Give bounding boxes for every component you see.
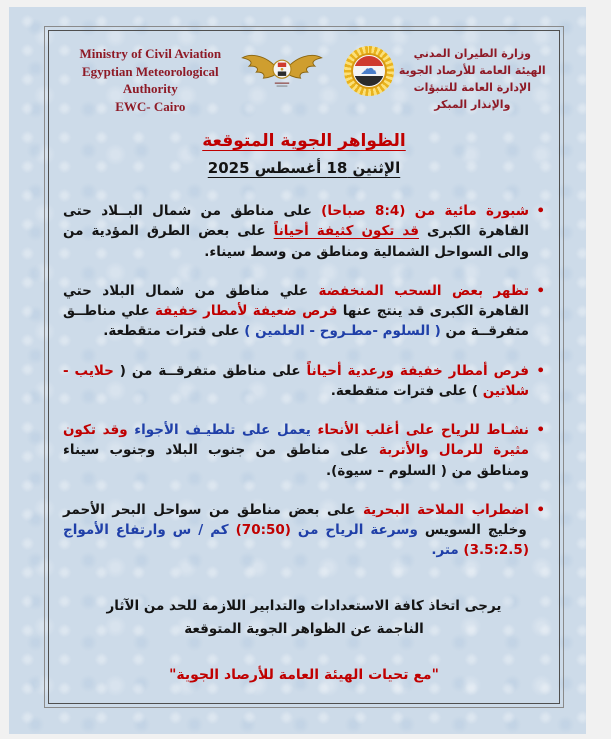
bullet-segment: (70:50) xyxy=(235,522,291,539)
bullet-segment: ) على فترات متقطعة. xyxy=(330,382,479,399)
header-english-line: EWC- Cairo xyxy=(115,98,186,114)
bullet-segment: على مناطق متفرقــة من ( xyxy=(113,362,301,379)
content-frame xyxy=(48,30,560,704)
header-arabic-block xyxy=(394,45,551,113)
document-page xyxy=(9,7,586,734)
bullet-segment: علي مناطق من شمال البلاد حتي القاهرة الكبرى قد ينتج عنها xyxy=(63,282,529,320)
bullet-segment: على بعض مناطق من سواحل البحر الأحمر وخليج السويس xyxy=(63,501,527,539)
page-title: الظواهر الجوية المتوقعة xyxy=(202,131,406,152)
header-english-line: Egyptian Meteorological Authority xyxy=(82,63,219,97)
egyptian-meteorological-authority-sun-logo-icon xyxy=(344,46,394,96)
bullet-segment: كم / س وارتفاع الأمواج xyxy=(63,522,229,539)
bullet-segment: فرص ضعيفة لأمطار خفيفة xyxy=(149,303,338,320)
bullet-segment: على فترات متقطعة. xyxy=(103,323,240,340)
bullet-segment: علي مناطــق متفرقــة من xyxy=(63,303,529,340)
bullet-segment: شبورة مائية من (8:4 صباحا) xyxy=(311,203,529,220)
bullet-segment: ( السلوم -مطـروح - العلمين ) xyxy=(239,323,441,340)
bullet-segment: (3.5:2.5) xyxy=(463,542,529,559)
header-logos xyxy=(240,46,394,96)
salutation-line: "مع تحيات الهيئة العامة للأرصاد الجوية" xyxy=(169,666,439,683)
bullet-segment: حلايب - شلاتين xyxy=(63,362,529,399)
bullet-segment: يعمل على تلطيـف الأجواء xyxy=(127,422,311,439)
bullet-segment: تظهر بعض السحب المنخفضة xyxy=(308,282,529,299)
bullet-icon: • xyxy=(536,282,545,299)
precaution-notice: يرجى اتخاذ كافة الاستعدادات والتدابير اللازمة للحد من الآثار الناجمة عن الظواهر الجوية المتوقعة xyxy=(106,597,502,637)
bullet-icon: • xyxy=(536,501,545,518)
forecast-bullet-list xyxy=(49,201,559,561)
header-english-line: Ministry of Civil Aviation xyxy=(79,46,222,61)
bullet-fog xyxy=(63,201,545,262)
bullet-segment: على بعض الطرق المؤدية من والى السواحل الشمالية ومناطق من وسط سيناء. xyxy=(63,223,529,260)
bullet-icon: • xyxy=(536,362,545,379)
bullet-segment: فرص أمطار خفيفة ورعدية أحياناً xyxy=(300,362,529,379)
header-english-block xyxy=(61,45,240,115)
bullet-segment: على مناطق من جنوب البلاد وجنوب سيناء ومناطق من ( السلوم – سيوة). xyxy=(63,442,529,479)
bullet-wind-activity xyxy=(63,420,545,481)
bullet-segment: نشـاط للرياح على أغلب الأنحاء xyxy=(310,422,529,439)
header-arabic-line: الإدارة العامة للتنبؤات والإنذار المبكر xyxy=(413,81,531,112)
bullet-icon: • xyxy=(536,203,545,220)
bullet-segment: وقد تكون مثيرة للرمال والأتربة xyxy=(63,422,529,459)
bullet-segment: قد تكون كثيفة أحياناً xyxy=(273,223,419,240)
bullet-maritime-disturbance xyxy=(63,500,545,561)
bullet-segment: اضطراب الملاحة البحرية xyxy=(355,501,529,518)
bullet-low-clouds xyxy=(63,281,545,342)
bullet-segment: على مناطق من شمال البــلاد حتى القاهرة الكبرى xyxy=(63,203,529,240)
bullet-segment: وسرعة الرياح من xyxy=(290,522,418,539)
header-arabic-line: الهيئة العامة للأرصاد الجوية xyxy=(398,64,546,78)
sun-logo-inner-disc xyxy=(351,53,387,89)
cloud-icon: ☁ xyxy=(360,59,378,80)
document-header xyxy=(49,31,559,115)
bullet-rain-chances xyxy=(63,361,545,402)
date-line: الإثنين 18 أغسطس 2025 xyxy=(207,159,401,178)
header-arabic-line: وزارة الطيران المدني xyxy=(413,47,532,60)
ministry-of-civil-aviation-wings-logo-icon xyxy=(240,48,324,94)
bullet-segment: متر. xyxy=(431,542,459,559)
bullet-icon: • xyxy=(536,422,545,439)
